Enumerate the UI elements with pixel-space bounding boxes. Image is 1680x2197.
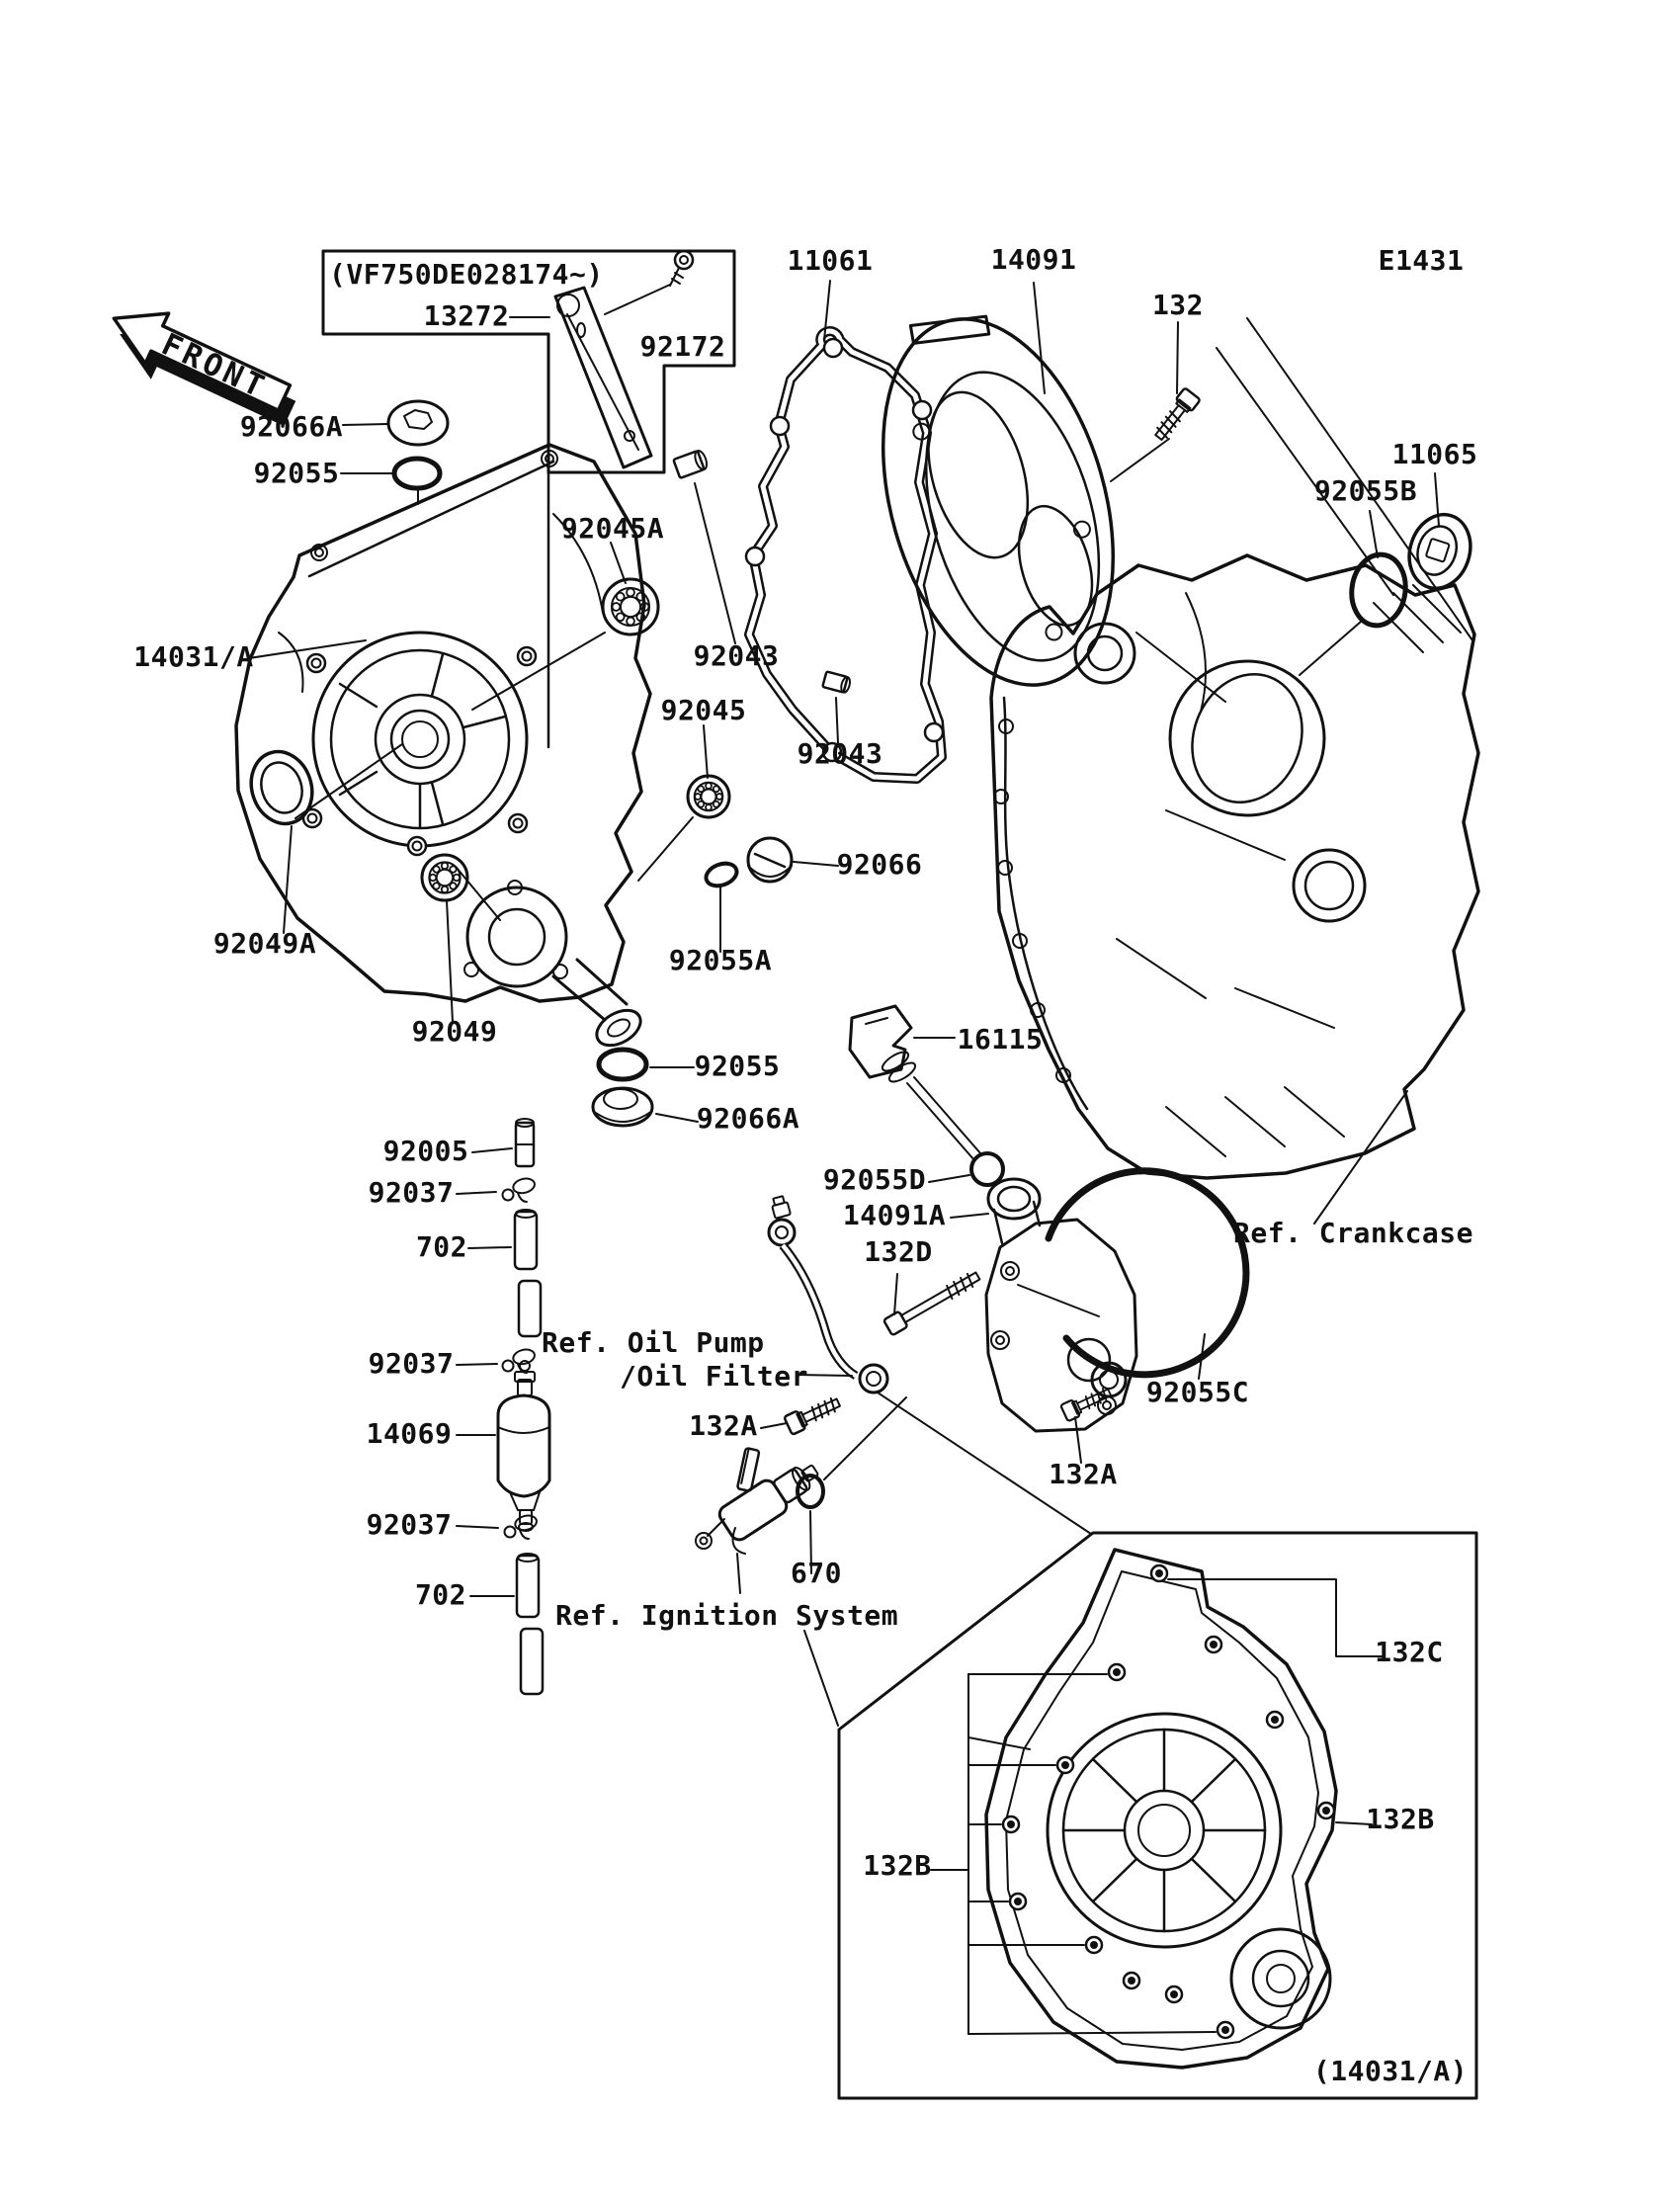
cap-11065	[1400, 507, 1480, 597]
bearing-92049	[422, 855, 467, 900]
part-label-13272: 13272	[423, 299, 510, 332]
part-label-132b-right: 132B	[1366, 1803, 1435, 1835]
leaders-top-small-parts	[341, 424, 418, 504]
part-label-92037-1: 92037	[368, 1176, 455, 1209]
part-label-ref-crankcase: Ref. Crankcase	[1233, 1217, 1474, 1249]
part-label-132: 132	[1151, 289, 1205, 321]
leaders-mid-plug	[650, 1067, 698, 1122]
part-label-ref-oil-pump-2: /Oil Filter	[620, 1360, 808, 1393]
front-label: FRONT	[156, 326, 273, 406]
leader-132	[1111, 322, 1178, 481]
part-label-16115: 16115	[957, 1023, 1044, 1056]
part-label-92049a: 92049A	[212, 927, 317, 960]
part-label-11065: 11065	[1391, 438, 1478, 470]
oring-92055c	[1049, 1171, 1246, 1375]
leader-92045	[638, 725, 708, 881]
part-label-14091a: 14091A	[842, 1199, 947, 1231]
part-label-92066: 92066	[836, 848, 923, 881]
part-label-14031a: 14031/A	[133, 640, 254, 673]
bolt-132	[1150, 387, 1200, 443]
oring-92055a	[703, 860, 739, 890]
part-label-11061: 11061	[787, 244, 874, 277]
part-label-drawing-code: E1431	[1378, 244, 1465, 277]
oring-92055d	[971, 1153, 1003, 1185]
bolt-132a-left	[784, 1394, 842, 1435]
part-label-92172: 92172	[639, 330, 726, 363]
part-label-92055d: 92055D	[822, 1163, 927, 1196]
chain-guide-13272	[555, 288, 651, 467]
part-label-14069: 14069	[366, 1417, 453, 1450]
part-label-92045a: 92045A	[560, 512, 665, 545]
part-label-702-2: 702	[414, 1578, 467, 1611]
screw-92172	[670, 251, 693, 286]
clamp-92037-1	[503, 1176, 537, 1202]
oring-92055b	[1347, 551, 1409, 630]
clamp-92037-2	[503, 1347, 537, 1373]
inset-cover-bolts	[1003, 1565, 1334, 2038]
part-label-132d: 132D	[864, 1235, 933, 1268]
part-label-92037-2: 92037	[368, 1347, 455, 1380]
cover-plate-14091	[842, 287, 1152, 713]
part-label-92043-lower: 92043	[797, 737, 883, 770]
part-label-92066a-top: 92066A	[239, 410, 344, 443]
cap-92066a-mid	[593, 1088, 652, 1126]
part-label-inset-note: (14031/A)	[1312, 2055, 1469, 2087]
ignition-sensor	[696, 1448, 825, 1554]
inset-cover-14031	[986, 1550, 1336, 2068]
leader-ref-crankcase	[1314, 1091, 1407, 1224]
breather-tube-702-1	[515, 1210, 541, 1336]
part-label-132c: 132C	[1375, 1636, 1444, 1668]
part-label-92049: 92049	[411, 1015, 498, 1048]
part-label-702-1: 702	[415, 1230, 468, 1263]
part-label-92037-3: 92037	[366, 1508, 453, 1541]
leader-92172	[605, 285, 670, 314]
filler-cap-92066a-top	[388, 401, 448, 445]
dowel-92043-upper	[673, 449, 709, 477]
part-label-132a-bottom: 132A	[1049, 1458, 1118, 1490]
part-label-670: 670	[790, 1557, 843, 1589]
gasket-11061	[746, 331, 943, 779]
part-label-92055-mid: 92055	[694, 1050, 781, 1082]
breather-tube-702-2	[517, 1554, 543, 1694]
bolt-132d	[883, 1268, 982, 1335]
part-label-92005: 92005	[382, 1135, 469, 1167]
breather-fitting-92005	[516, 1119, 534, 1166]
bearing-92045a	[603, 579, 658, 634]
dowel-92043-lower	[822, 671, 851, 693]
leaders-132a	[761, 1417, 1081, 1463]
part-labels	[133, 243, 1477, 2087]
oil-plug-92066	[748, 838, 792, 882]
part-label-92055c: 92055C	[1145, 1376, 1250, 1408]
part-label-132a-left: 132A	[689, 1409, 758, 1442]
part-label-ref-oil-pump-1: Ref. Oil Pump	[542, 1326, 765, 1359]
oring-92055-top	[394, 459, 440, 488]
leader-14031a	[249, 640, 366, 658]
part-label-92055a: 92055A	[668, 944, 773, 976]
serial-range-box	[323, 251, 734, 747]
part-label-92066a-mid: 92066A	[696, 1102, 800, 1135]
part-label-serial-note: (VF750DE028174~)	[329, 258, 604, 291]
part-label-92055b: 92055B	[1313, 474, 1418, 507]
part-label-92045: 92045	[660, 694, 747, 726]
part-label-92055-top: 92055	[253, 457, 340, 489]
canister-14069	[498, 1361, 549, 1531]
oring-92055-mid	[599, 1050, 646, 1079]
bearing-92045	[688, 776, 729, 817]
part-label-14091: 14091	[990, 243, 1077, 276]
part-label-ref-ignition: Ref. Ignition System	[555, 1599, 899, 1632]
part-label-92043-upper: 92043	[693, 639, 780, 672]
leader-14091	[1034, 283, 1045, 393]
part-label-132b-left: 132B	[863, 1849, 932, 1882]
inset-detail-box	[804, 1393, 1476, 2098]
